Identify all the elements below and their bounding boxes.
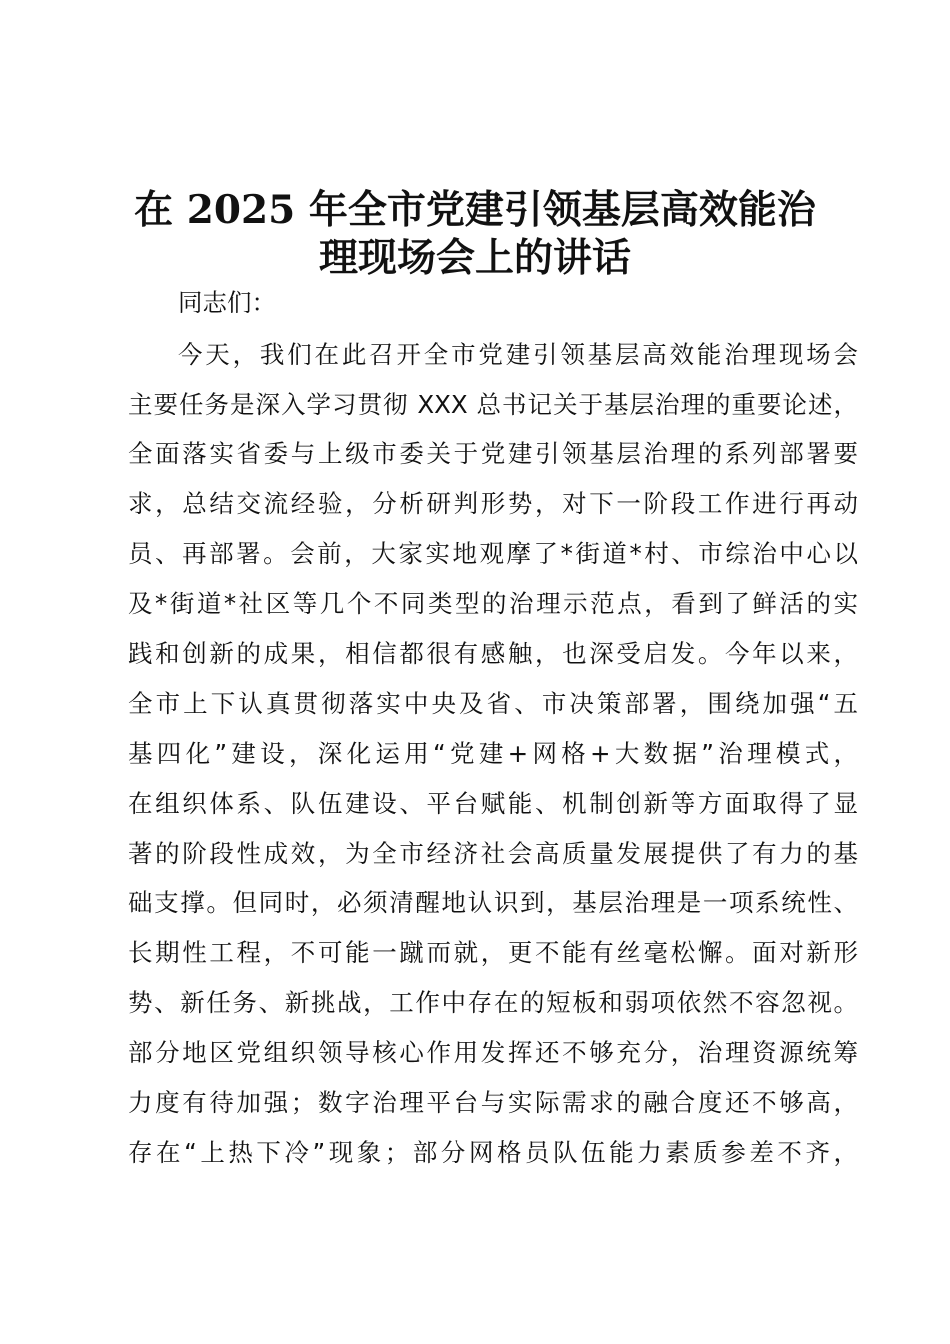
body-line: 长期性工程，不可能一蹴而就，更不能有丝毫松懈。面对新形: [128, 938, 858, 967]
body-line: 势、新任务、新挑战，工作中存在的短板和弱项依然不容忽视。: [128, 988, 858, 1017]
body-line: 存在“上热下冷”现象；部分网格员队伍能力素质参差不齐，: [128, 1138, 858, 1167]
body-line: 在组织体系、队伍建设、平台赋能、机制创新等方面取得了显: [128, 789, 858, 818]
document-title-line-2: 理现场会上的讲话: [318, 235, 631, 281]
body-line: 践和创新的成果，相信都很有感触，也深受启发。今年以来，: [128, 639, 858, 668]
body-line: 础支撑。但同时，必须清醒地认识到，基层治理是一项系统性、: [128, 888, 858, 917]
body-line: 今天，我们在此召开全市党建引领基层高效能治理现场会: [178, 340, 858, 369]
body-line: 力度有待加强；数字治理平台与实际需求的融合度还不够高，: [128, 1088, 858, 1117]
body-line: 全面落实省委与上级市委关于党建引领基层治理的系列部署要: [128, 439, 858, 468]
body-line: 及*街道*社区等几个不同类型的治理示范点，看到了鲜活的实: [128, 589, 858, 618]
body-line: 主要任务是深入学习贯彻 XXX 总书记关于基层治理的重要论述，: [128, 390, 858, 419]
body-line: 求，总结交流经验，分析研判形势，对下一阶段工作进行再动: [128, 489, 858, 518]
document-title-line-1: 在 2025 年全市党建引领基层高效能治: [134, 187, 816, 233]
salutation: 同志们：: [178, 288, 276, 317]
body-line: 基四化”建设，深化运用“党建+网格+大数据”治理模式，: [128, 739, 858, 768]
body-line: 员、再部署。会前，大家实地观摩了*街道*村、市综治中心以: [128, 539, 858, 568]
body-line: 著的阶段性成效，为全市经济社会高质量发展提供了有力的基: [128, 839, 858, 868]
body-line: 全市上下认真贯彻落实中央及省、市决策部署，围绕加强“五: [128, 689, 858, 718]
body-line: 部分地区党组织领导核心作用发挥还不够充分，治理资源统筹: [128, 1038, 858, 1067]
